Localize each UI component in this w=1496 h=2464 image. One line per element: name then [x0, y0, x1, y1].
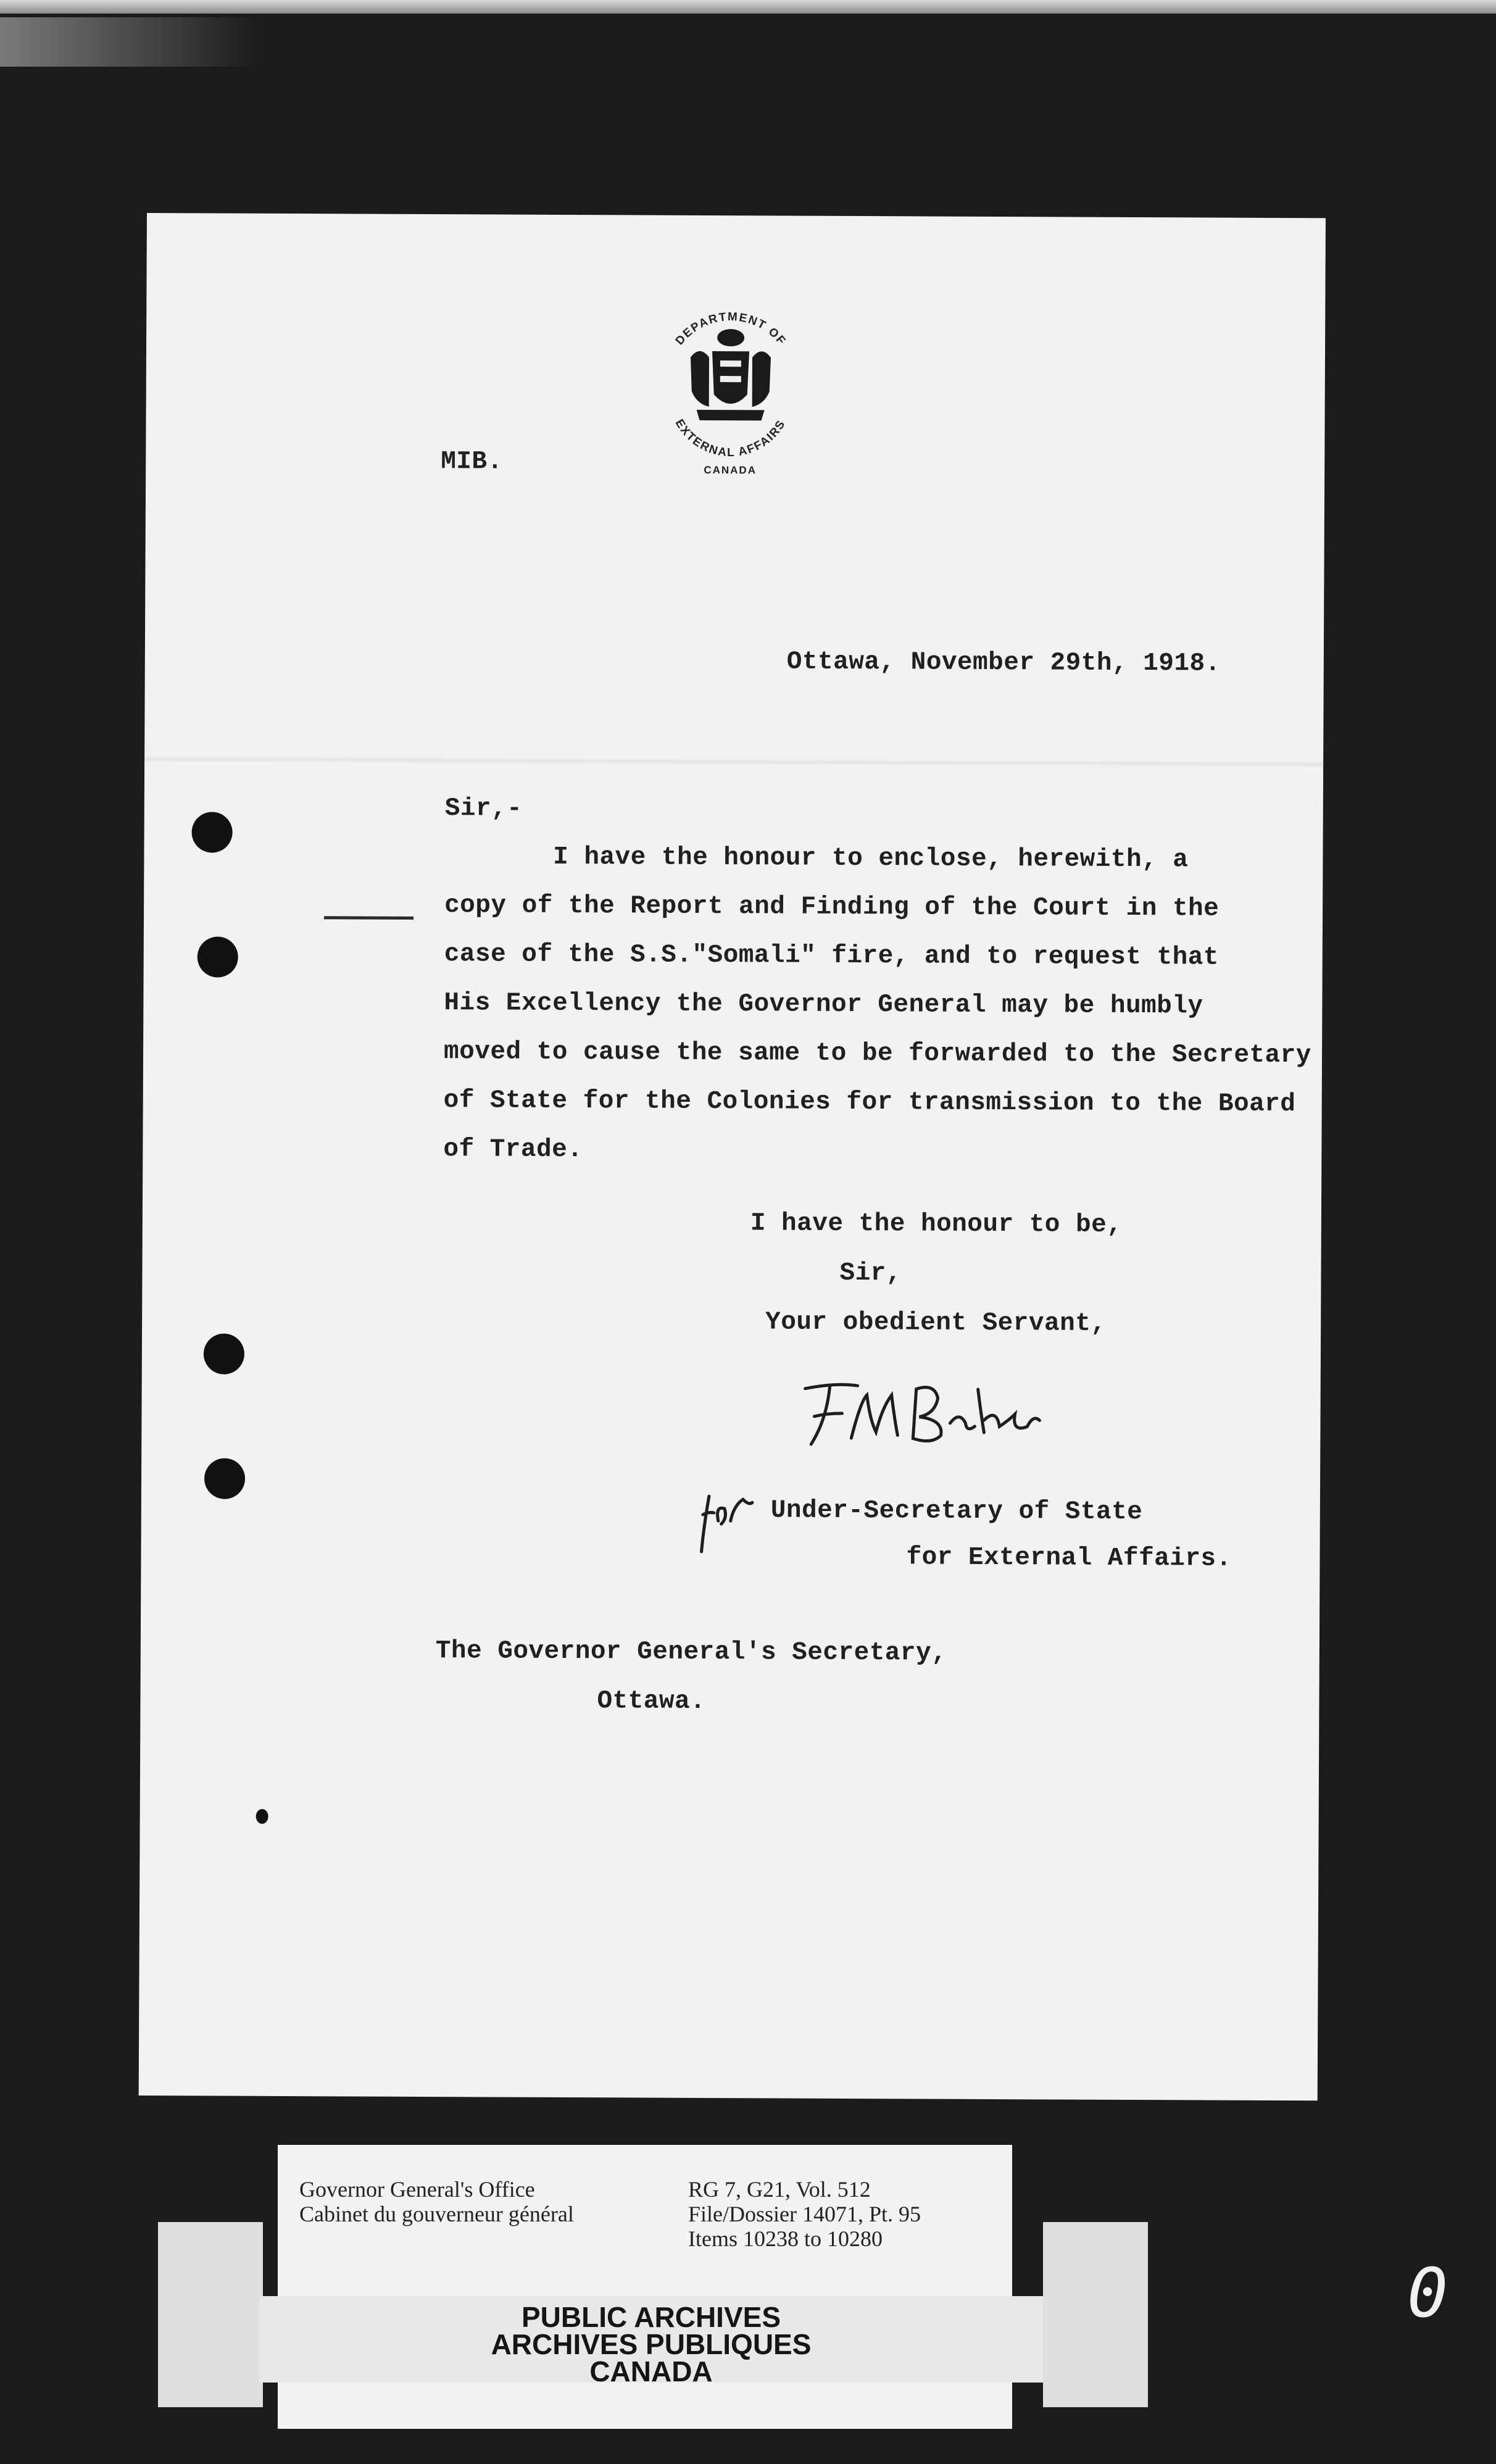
item-range: Items 10238 to 10280 — [688, 2226, 883, 2251]
addressee-line-2: Ottawa. — [597, 1687, 706, 1716]
reference-code: MIB. — [441, 447, 503, 477]
archive-office — [299, 2177, 574, 2226]
archive-stamp — [259, 2301, 1043, 2387]
stamp-line-1: PUBLIC ARCHIVES — [522, 2301, 781, 2333]
punch-hole — [204, 1333, 244, 1374]
office-english: Governor General's Office — [299, 2177, 535, 2202]
closing-line-2: Sir, — [839, 1259, 902, 1288]
body-line: of State for the Colonies for transmission to the Board — [443, 1086, 1296, 1119]
body-line: moved to cause the same to be forwarded to the Secretary — [443, 1038, 1311, 1070]
record-group: RG 7, G21, Vol. 512 — [688, 2177, 871, 2202]
file-number: File/Dossier 14071, Pt. 95 — [688, 2202, 921, 2226]
body-line: copy of the Report and Finding of the Court in the — [444, 891, 1220, 923]
stamp-line-2: ARCHIVES PUBLIQUES — [491, 2328, 812, 2360]
film-edge-strip — [0, 0, 1496, 14]
body-line: I have the honour to enclose, herewith, a — [444, 843, 1189, 875]
stamp-bracket-left — [158, 2222, 263, 2407]
salutation: Sir,- — [444, 794, 523, 823]
addressee-line-1: The Governor General's Secretary, — [435, 1637, 947, 1668]
stamp-bracket-right — [1043, 2222, 1148, 2407]
department-seal-logo — [647, 289, 814, 481]
archive-reference — [688, 2177, 921, 2251]
handwritten-for — [697, 1487, 758, 1555]
office-french: Cabinet du gouverneur général — [299, 2202, 574, 2226]
body-line: His Excellency the Governor General may be humbly — [444, 989, 1203, 1021]
body-line: of Trade. — [443, 1135, 583, 1165]
punch-hole — [204, 1458, 245, 1499]
punch-hole — [191, 812, 232, 852]
film-edge-smear — [0, 17, 259, 67]
margin-rule — [324, 916, 413, 920]
signatory-title-1: Under-Secretary of State — [770, 1496, 1143, 1527]
signatory-title-2: for External Affairs. — [906, 1543, 1232, 1573]
svg-text:EXTERNAL AFFAIRS: EXTERNAL AFFAIRS — [672, 417, 789, 460]
closing-line-1: I have the honour to be, — [750, 1209, 1123, 1239]
stamp-line-3: CANADA — [589, 2355, 713, 2387]
svg-text:DEPARTMENT OF: DEPARTMENT OF — [673, 310, 789, 348]
letter-sheet — [139, 213, 1326, 2100]
frame-number: 0 — [1407, 2254, 1448, 2333]
fold-line — [144, 756, 1323, 767]
letter-body — [443, 833, 1311, 1178]
svg-text:CANADA: CANADA — [704, 464, 757, 477]
ink-speck — [256, 1809, 268, 1824]
date-line: Ottawa, November 29th, 1918. — [786, 647, 1221, 678]
handwritten-signature — [792, 1364, 1065, 1464]
closing-line-3: Your obedient Servant, — [765, 1308, 1107, 1338]
body-line: case of the S.S."Somali" fire, and to request that — [444, 940, 1220, 972]
punch-hole — [197, 936, 238, 977]
